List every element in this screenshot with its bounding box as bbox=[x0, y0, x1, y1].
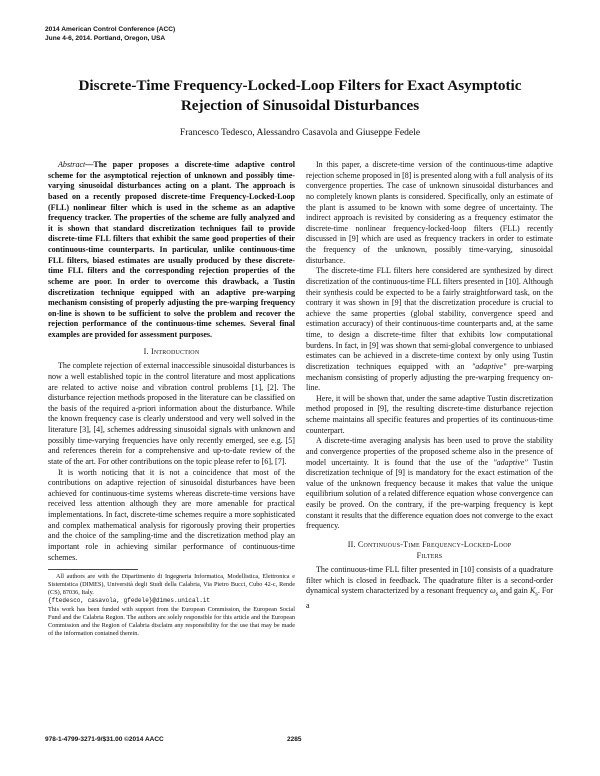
p4-text-b: Tustin discretization technique of [9] is mandatory for the exact estimation of the value of the unknown frequency because it makes that value the unique equilibrium solution of a related difference equation whose convergence can easily be proved. On the contrary, if the pre-warping frequency is kept constant it results that the difference equation does not converge to the exact frequency. bbox=[306, 457, 553, 531]
right-paragraph-4 bbox=[306, 436, 553, 532]
right-paragraph-1: In this paper, a discrete-time version of the continuous-time adaptive rejection scheme proposed in [8] is presented along with a full analysis of its convergence properties. The case of unknown sinusoidal disturbances and no completely known plants is considered. Specifically, only an estimate of the plant is assumed to be known with some degree of uncertainty. The indirect approach is revisited by considering as a frequency estimator the discrete-time nonlinear frequency-locked-loop filters (FLL) recently discussed in [9] which are used as frequency trackers in order to estimate the frequency of the unknown, possibly time-varying, sinusoidal disturbance. bbox=[306, 160, 553, 265]
left-column bbox=[48, 160, 295, 638]
intro-paragraph-2: It is worth noticing that it is not a coincidence that most of the contributions on adaptive rejection of sinusoidal disturbances have been achieved for continuous-time systems whereas discrete-time versions have received less attention although they are more amenable for practical implementations. In fact, discrete-time schemes require a more sophisticated and complex mathematical analysis for rigorously proving their properties and the choice of the sampling-time and the discretization method play an important role in achieving similar performance of continuous-time schemes. bbox=[48, 467, 295, 562]
p2-text-b: pre-warping mechanism consisting of properly adjusting the pre-warping frequency on-line. bbox=[306, 361, 553, 393]
p5-text-a: The continuous-time FLL filter presented in [10] consists of a quadrature filter which is closed in feedback. The quadrature filter is a second-order dynamical system characterized by a resonant frequency bbox=[306, 565, 553, 596]
p5-text-mid: and gain bbox=[500, 586, 528, 596]
footer-isbn: 978-1-4799-3271-9/$31.00 ©2014 AACC bbox=[45, 736, 164, 743]
intro-paragraph-1: The complete rejection of external inaccessible sinusoidal disturbances is now a well established topic in the control literature and most applications are related to active noise and vibration control problems [1], [2]. The disturbance rejection methods proposed in the literature can be classified on the basis of the required a-priori information about the disturbance. While the known frequency case is clearly understood and very well solved in the literature [3], [4], schemes addressing sinusoidal signals with unknown and possibly time-varying frequencies have only recently emerged, see e.g. [5] and references therein for a comprehensive and up-to-date review of the state of the art. For other contributions on the topic please refer to [6], [7]. bbox=[48, 361, 295, 466]
footnote-affiliation: All authors are with the Dipartimento di Ingegneria Informatica, Modellistica, Elettronica e Sistemistica (DIMES), Università degli Studi della Calabria, Via Pietro Bucci, Cubo 42-c, Rende (CS), 87036, Italy. bbox=[48, 573, 295, 597]
p2-text-a: The discrete-time FLL filters here considered are synthesized by direct discretization of the continuous-time FLL filters presented in [10]. Although their synthesis could be expected to be a fairly straightforward task, on the contrary it was shown in [9] that the discretization procedure is crucial to achieve the same properties (global stability, convergence speed and estimation accuracy) of their continuous-time counterparts and, at the same time, to design a discrete-time filter that exhibits low computational burdens. In fact, in [9] was shown that semi-global convergence to unbiased estimates can be achieved in a discrete-time context by only using Tustin discretization techniques equipped with an bbox=[306, 266, 553, 371]
right-column bbox=[306, 160, 553, 611]
title-line-1: Discrete-Time Frequency-Locked-Loop Filters for Exact Asymptotic bbox=[78, 77, 522, 94]
section-heading-fll bbox=[306, 540, 553, 561]
section-2-line-1: II. Continuous-Time Frequency-Locked-Loop bbox=[347, 539, 512, 549]
authors: Francesco Tedesco, Alessandro Casavola and Giuseppe Fedele bbox=[179, 127, 421, 138]
right-paragraph-3: Here, it will be shown that, under the same adaptive Tustin discretization method proposed in [9], the resulting discrete-time disturbance rejection scheme maintains all specific features and properties of its continuous-time counterpart. bbox=[306, 393, 553, 435]
conference-header bbox=[45, 25, 175, 43]
p4-text-a: A discrete-time averaging analysis has been used to prove the stability and convergence properties of the proposed scheme also in the presence of model uncertainty. It is found that the use of the bbox=[306, 436, 553, 467]
footnote-rule bbox=[48, 569, 138, 570]
paper-title bbox=[0, 76, 600, 115]
abstract-text: The paper proposes a discrete-time adaptive control scheme for the asymptotical rejection of unknown and possibly time-varying sinusoidal disturbances acting on a plant. The approach is based on a recently proposed discrete-time Frequency-Locked-Loop (FLL) nonlinear filter which is used in the scheme as an adaptive frequency tracker. The properties of the scheme are fully analyzed and it is shown that standard discretization techniques fail to provide discrete-time FLL filters that exhibit the same good properties of their continuous-time counterparts. In particular, unlike continuous-time FLL filters, biased estimates are usually produced by these discrete-time FLL filters and the corresponding rejection properties of the scheme are poor. In order to overcome this drawback, a Tustin discretization technique equipped with an adaptive pre-warping mechanism consisting of properly adjusting the pre-warping frequency on-line is shown to be sufficient to solve the problem and recover the rejection performance of the continuous-time schemes. Several final examples are provided for assessment purposes. bbox=[48, 160, 295, 339]
p2-quote: "adaptive" bbox=[471, 361, 507, 371]
gain-subscript: s bbox=[535, 590, 538, 598]
abstract bbox=[48, 160, 295, 341]
section-2-line-2: Filters bbox=[416, 550, 443, 560]
conference-location: June 4-6, 2014. Portland, Oregon, USA bbox=[45, 35, 166, 42]
abstract-dash: — bbox=[85, 160, 94, 169]
right-paragraph-2 bbox=[306, 266, 553, 394]
footnote bbox=[48, 573, 295, 638]
omega-subscript: s bbox=[495, 590, 499, 598]
conference-name: 2014 American Control Conference (ACC) bbox=[45, 26, 176, 33]
abstract-label: Abstract bbox=[58, 160, 86, 169]
footnote-funding: This work has been funded with support from the European Commission, the European Social Fund and the Calabria Region. The authors are solely responsible for this article and the European Commission and the Region of Calabria disclaim any responsibility for the use that may be made of the information contained therein. bbox=[48, 605, 295, 637]
gain-symbol: K bbox=[529, 586, 536, 596]
section-heading-introduction: I. Introduction bbox=[143, 346, 200, 356]
omega-symbol: ω bbox=[489, 586, 496, 596]
p5-text-end: . For a bbox=[306, 586, 554, 610]
footnote-emails: {ftedesco, casavola, gfedele}@dimes.unical.it bbox=[48, 597, 211, 605]
title-line-2: Rejection of Sinusoidal Disturbances bbox=[180, 96, 420, 114]
right-paragraph-5 bbox=[306, 565, 553, 611]
page-number: 2285 bbox=[287, 736, 302, 743]
p4-quote: "adaptive" bbox=[493, 457, 528, 467]
